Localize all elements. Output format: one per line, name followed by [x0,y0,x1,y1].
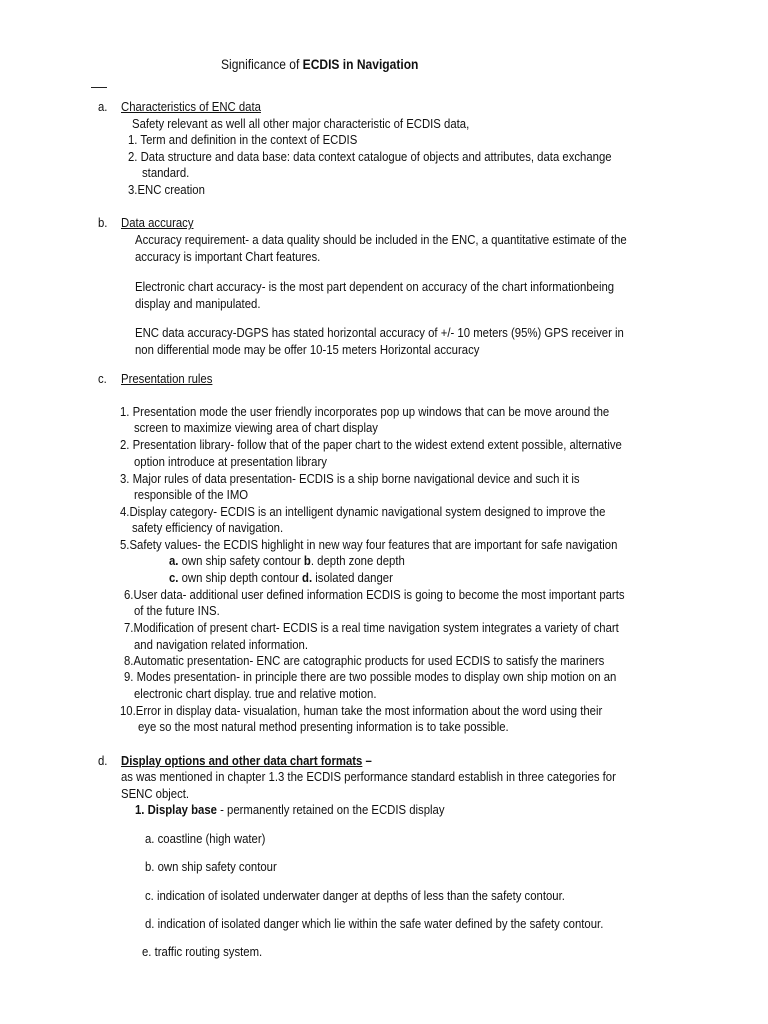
display-base-text: - permanently retained on the ECDIS display [216,802,445,817]
section-c-line: 3. Major rules of data presentation- ECDIS is a ship borne navigational device and such it is [120,471,580,486]
section-a-marker: a. [98,99,108,114]
safety-marker-d: d. [302,570,313,585]
title-text: ignificance of [229,56,303,72]
section-b-marker: b. [98,215,108,230]
section-c-line: responsible of the IMO [134,487,249,502]
section-b-heading: Data accuracy [121,215,194,230]
section-c-line: 9. Modes presentation- in principle there are two possible modes to display own ship motion on an [124,669,617,684]
display-base-item: e. traffic routing system. [142,944,263,959]
safety-marker-a: a. [169,553,179,568]
page-title [221,56,418,72]
display-base-item: b. own ship safety contour [145,859,277,874]
section-b-paragraph: ENC data accuracy-DGPS has stated horizontal accuracy of +/- 10 meters (95%) GPS receiver in [135,325,624,340]
display-base-item: a. coastline (high water) [145,831,266,846]
section-b-paragraph: display and manipulated. [135,296,261,311]
title-rule [91,87,107,88]
display-base-item: c. indication of isolated underwater danger at depths of less than the safety contour. [145,888,565,903]
section-c-line: 1. Presentation mode the user friendly incorporates pop up windows that can be move around the [120,404,610,419]
section-a-intro: Safety relevant as well all other major characteristic of ECDIS data, [132,116,470,131]
section-d-intro: SENC object. [121,786,190,801]
section-d-marker: d. [98,753,108,768]
section-c-line: 8.Automatic presentation- ENC are catographic products for used ECDIS to satisfy the mariners [124,653,605,668]
section-b-paragraph: Electronic chart accuracy- is the most part dependent on accuracy of the chart informationbeing [135,279,615,294]
title-bold: ECDIS [302,56,340,72]
display-base-label: 1. Display base [135,802,217,817]
section-b-paragraph: non differential mode may be offer 10-15 meters Horizontal accuracy [135,342,480,357]
section-b-paragraph: accuracy is important Chart features. [135,249,321,264]
section-c-line: safety efficiency of navigation. [132,520,284,535]
section-d-heading: Display options and other data chart formats [121,753,363,768]
section-c-heading: Presentation rules [121,371,213,386]
section-c-line: screen to maximize viewing area of chart display [134,420,378,435]
section-c-line: electronic chart display. true and relative motion. [134,686,377,701]
section-b-paragraph: Accuracy requirement- a data quality should be included in the ENC, a quantitative estimate of the [135,232,627,247]
section-c-line: of the future INS. [134,603,220,618]
safety-text-a: own ship safety contour [178,553,304,568]
section-c-line: 4.Display category- ECDIS is an intelligent dynamic navigational system designed to improve the [120,504,606,519]
section-c-line: 10.Error in display data- visualation, human take the most information about the word using their [120,703,603,718]
safety-marker-c: c. [169,570,179,585]
section-d-intro: as was mentioned in chapter 1.3 the ECDIS performance standard establish in three categories for [121,769,616,784]
section-a-heading: Characteristics of ENC data [121,99,261,114]
safety-marker-b: b [303,553,311,568]
section-c-line: 6.User data- additional user defined information ECDIS is going to become the most important parts [124,587,625,602]
section-a-item: standard. [142,165,190,180]
section-a-item: 3.ENC creation [128,182,205,197]
section-c-line: 5.Safety values- the ECDIS highlight in new way four features that are important for safe navigation [120,537,618,552]
section-c-marker: c. [98,371,107,386]
section-a-item: 1. Term and definition in the context of ECDIS [128,132,358,147]
section-a-item: 2. Data structure and data base: data context catalogue of objects and attributes, data exchange [128,149,612,164]
safety-text-d: isolated danger [312,570,393,585]
title-suffix: in Navigation [339,56,419,72]
section-c-line: eye so the most natural method presenting information is to take possible. [138,719,509,734]
section-d-dash: – [362,753,372,768]
section-c-line: 7.Modification of present chart- ECDIS is a real time navigation system integrates a variety of chart [124,620,619,635]
safety-values-row [169,570,393,586]
title-prefix: S [221,56,230,72]
section-c-line: option introduce at presentation library [134,454,327,469]
safety-values-row [169,553,405,569]
section-c-line: and navigation related information. [134,637,309,652]
section-c-line: 2. Presentation library- follow that of the paper chart to the widest extend extent possible, alternative [120,437,622,452]
safety-text-b: . depth zone depth [310,553,405,568]
display-base-row [135,802,445,818]
display-base-item: d. indication of isolated danger which lie within the safe water defined by the safety contour. [145,916,604,931]
section-d-heading-row [121,753,372,769]
safety-text-c: own ship depth contour [178,570,303,585]
